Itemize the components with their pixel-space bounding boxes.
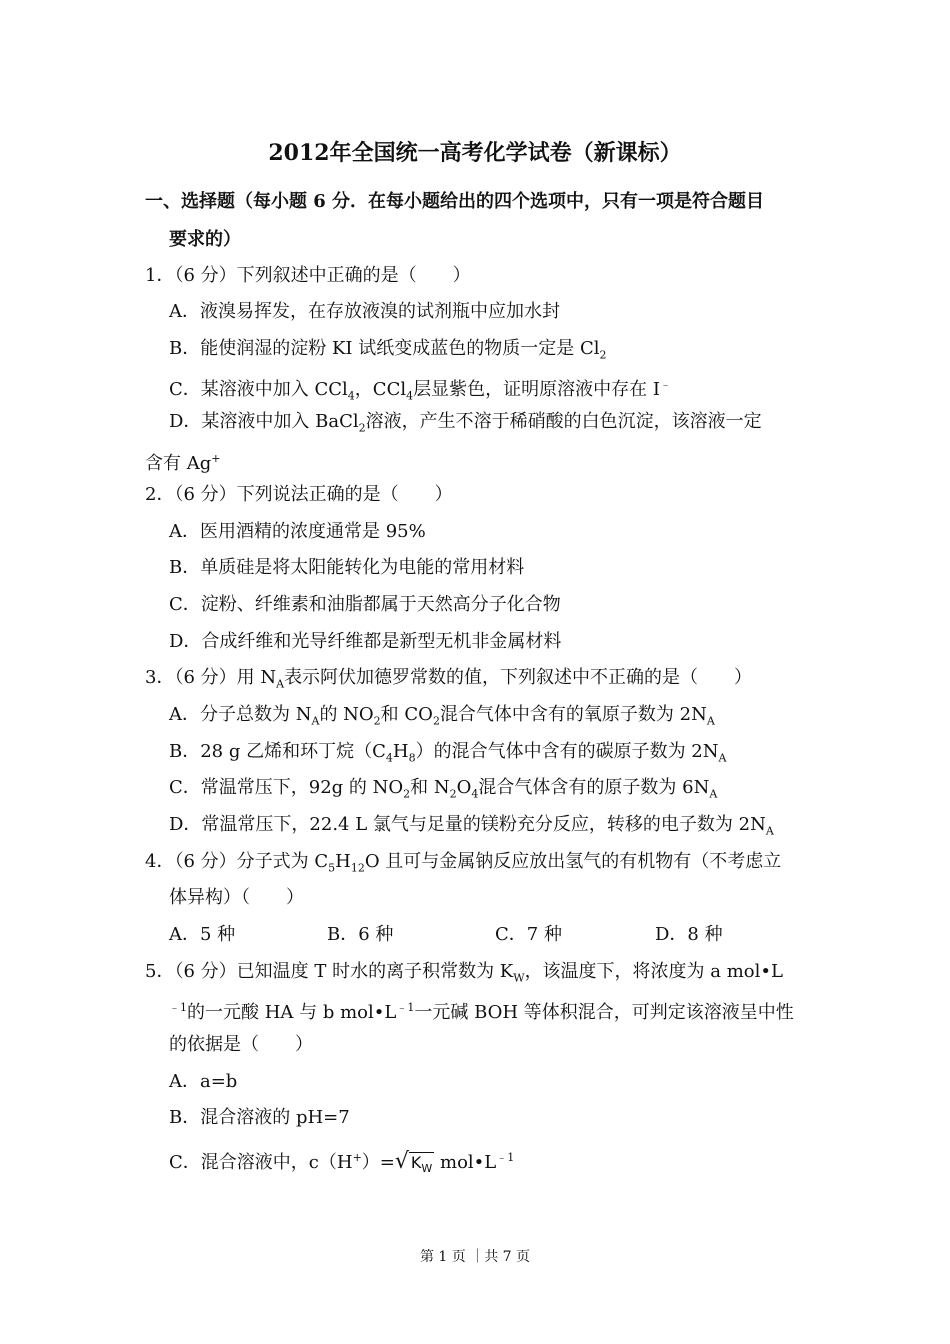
page-footer: 第 1 页 ｜共 7 页 (419, 1249, 531, 1265)
q4-stem: 4．（6 分）分子式为 $C_5H_{12}O$ 且可与金属钠反应放出氢气的有机物有（不考虑立 (145, 851, 782, 875)
q2-option-b: B．单质硅是将太阳能转化为电能的常用材料 (169, 557, 525, 578)
q2-stem: 2．（6 分）下列说法正确的是（ ） (145, 484, 453, 505)
q3-option-c: C．常温常压下，92g 的 $NO_2$和 $N_2O_4$混合气体含有的原子数为 $6N_A$ (169, 777, 718, 801)
q2-option-c: C．淀粉、纤维素和油脂都属于天然高分子化合物 (169, 594, 561, 615)
q1-option-a: A．液溴易挥发，在存放液溴的试剂瓶中应加水封 (169, 301, 560, 322)
section-heading: 一、选择题（每小题 6 分．在每小题给出的四个选项中，只有一项是符合题目 (145, 191, 765, 212)
q5-stem-cont2: 的依据是（ ） (169, 1034, 313, 1055)
q1-option-b: B．能使润湿的淀粉 KI 试纸变成蓝色的物质一定是 $Cl_2$ (169, 338, 607, 362)
q1-stem: 1．（6 分）下列叙述中正确的是（ ） (145, 265, 471, 286)
page-title: 2012年全国统一高考化学试卷（新课标） (268, 140, 682, 166)
q4-option-b: B．6 种 (327, 924, 394, 945)
q5-option-b: B．混合溶液的 pH=7 (169, 1107, 350, 1128)
section-heading-cont: 要求的） (169, 229, 241, 250)
q5-stem: 5．（6 分）已知温度 T 时水的离子积常数为 $K_W$，该温度下，将浓度为 a mol•L (145, 961, 783, 985)
q3-stem: 3．（6 分）用 $N_A$表示阿伏加德罗常数的值，下列叙述中不正确的是（ ） (145, 667, 753, 691)
q2-option-d: D．合成纤维和光导纤维都是新型无机非金属材料 (169, 631, 562, 652)
q1-option-c: C．某溶液中加入 CCl$_4$，CCl$_4$层显紫色，证明原溶液中存在 I﹣ (169, 378, 671, 403)
q2-option-a: A．医用酒精的浓度通常是 95% (169, 521, 426, 542)
q1-option-d: D．某溶液中加入 BaCl$_2$溶液，产生不溶于稀硝酸的白色沉淀，该溶液一定 (169, 411, 762, 435)
q5-option-a: A．a=b (169, 1071, 238, 1092)
q1-option-d-cont: 含有 Ag+ (145, 452, 221, 474)
q4-option-c: C．7 种 (495, 924, 562, 945)
square-root: √ $K_W$ (394, 1149, 433, 1176)
q4-stem-cont: 体异构）（ ） (169, 887, 304, 908)
q4-option-d: D．8 种 (655, 924, 723, 945)
q5-option-c: C．混合溶液中，c（H+）=√ $K_W$ $mol•L^{﹣1}$ (169, 1146, 514, 1181)
q3-option-b: B．28 g 乙烯和环丁烷$(C_4H_8)$的混合气体中含有的碳原子数为 $2N_A$ (169, 741, 727, 765)
q3-option-a: A．分子总数为 $N_A$的 $NO_2$和 $CO_2$混合气体中含有的氧原子数为 $2N_A$ (169, 704, 715, 728)
q4-option-a: A．5 种 (169, 924, 236, 945)
q3-option-d: D．常温常压下，22.4 L 氯气与足量的镁粉充分反应，转移的电子数为 $2N_A$ (169, 814, 774, 838)
q5-stem-cont: $^{﹣1}$的一元酸 HA 与 b $mol•L^{﹣1}$一元碱 BOH 等体积混合，可判定该溶液呈中性 (169, 1001, 794, 1023)
